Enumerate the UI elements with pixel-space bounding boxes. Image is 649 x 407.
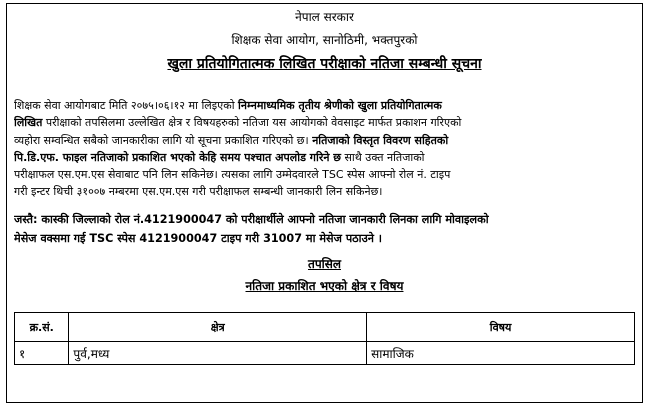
table-row: [15, 342, 635, 365]
table-header-row: [15, 313, 635, 342]
body-line-3-bold: नतिजाको विस्तृत विवरण सहितको: [312, 133, 449, 147]
body-line-1: [14, 97, 634, 114]
body-line-6-text: गरी इन्टर थिची ३१००७ नम्बरमा एस.एम.एस गरी परीक्षाफल सम्बन्धी जानकारी लिन सकिनेछ।: [14, 185, 383, 199]
office-name: शिक्षक सेवा आयोग, सानोठिमी, भक्तपुरको: [231, 33, 418, 47]
body-line-4-text: साथै उक्त नतिजाको: [340, 150, 425, 164]
col-header-serial: क्र.सं.: [15, 313, 69, 342]
schedule-title-text: तपसिल: [307, 257, 341, 271]
body-line-3-text: व्यहोरा सम्वन्धित सबैको जानकारीका लागि यो सूचना प्रकाशित गरिएको छ।: [14, 133, 313, 147]
cell-subject: सामाजिक: [367, 342, 635, 365]
col-header-subject: विषय: [367, 313, 635, 342]
cell-serial: १: [15, 342, 69, 365]
body-line-3: [14, 132, 634, 149]
schedule-title: [0, 255, 649, 272]
schedule-subtitle-text: नतिजा प्रकाशित भएको क्षेत्र र विषय: [245, 279, 404, 293]
schedule-subtitle: [0, 277, 649, 294]
sms-example-line-2: मेसेज वक्समा गई TSC स्पेस 4121900047 टाइप गरी 31007 मा मेसेज पठाउने ।: [14, 232, 383, 245]
result-table: [14, 312, 635, 365]
body-line-5-text: परीक्षाफल एस.एम.एस सेवाबाट पनि लिन सकिनेछ। त्यसका लागि उम्मेदवारले TSC स्पेस आफ्नो रोल नं. टाइप: [14, 168, 451, 182]
body-line-6: [14, 183, 634, 200]
notice-title-text: खुला प्रतियोगितात्मक लिखित परीक्षाको नतिजा सम्बन्धी सूचना: [167, 56, 482, 72]
col-header-area: क्षेत्र: [69, 313, 367, 342]
body-line-2: [14, 114, 634, 131]
body-line-2-text: परीक्षाको तपसिलमा उल्लेखित क्षेत्र र विषयहरुको नतिजा यस आयोगको वेवसाइट मार्फत प्रकाशन गरिएको: [42, 116, 462, 130]
body-line-1-text: शिक्षक सेवा आयोगबाट मिति २०७५।०६।१२ मा लिइएको: [14, 99, 239, 112]
body-line-4-bold: पि.डि.एफ. फाइल नतिजाको प्रकाशित भएको केहि समय पश्चात अपलोड गरिने छ: [14, 150, 341, 164]
sms-example: [14, 210, 638, 248]
body-line-5: [14, 166, 634, 183]
notice-body: [14, 97, 634, 201]
cell-area: पुर्व,मध्य: [69, 342, 367, 365]
body-line-1-bold: निम्नमाध्यमिक तृतीय श्रेणीको खुला प्रतियोगितात्मक: [238, 99, 442, 112]
body-line-4: [14, 149, 634, 166]
government-name: नेपाल सरकार: [295, 10, 354, 24]
notice-title: [0, 54, 649, 73]
body-line-2-bold: लिखित: [14, 116, 43, 130]
sms-example-line-1: जस्तै: कास्की जिल्लाको रोल नं.4121900047 को परीक्षार्थीले आफ्नो नतिजा जानकारी लिनका लागि मोवाइलको: [14, 213, 489, 226]
